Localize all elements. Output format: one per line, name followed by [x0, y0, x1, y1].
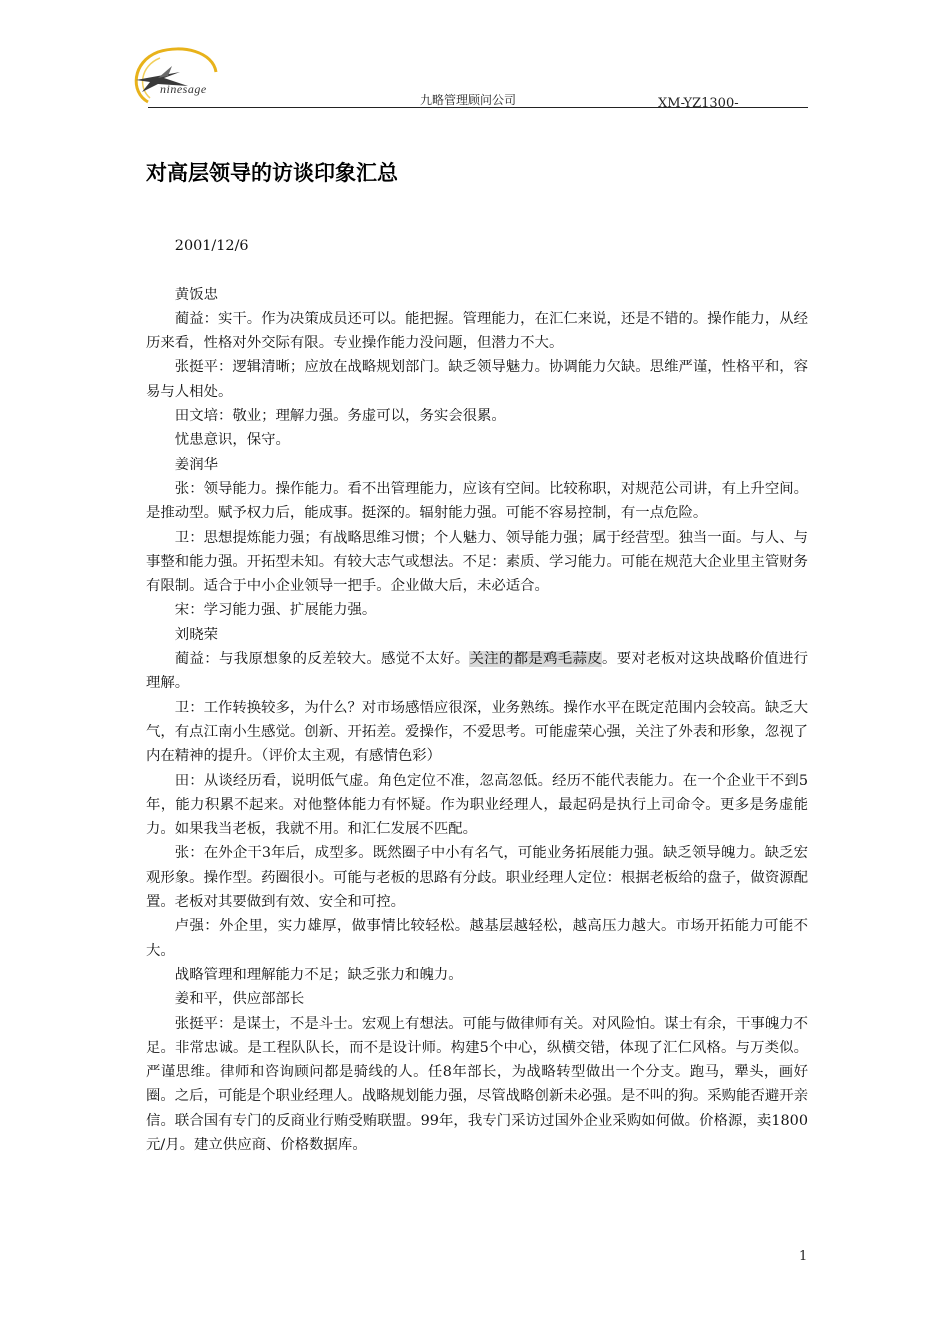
- paragraph: 宋：学习能力强、扩展能力强。: [174, 602, 377, 619]
- paragraph: 卫：思想提炼能力强；有战略思维习惯；个人魅力、领导能力强；属于经营型。独当一面。与人、与事整和能力强。开拓型未知。有较大志气或想法。不足：素质、学习能力。可能在规范大企业里主管财务有限制。适合于中小企业领导一把手。企业做大后，未必适合。: [146, 529, 808, 595]
- header-rule: [148, 107, 808, 108]
- paragraph: 张：领导能力。操作能力。看不出管理能力，应该有空间。比较称职，对规范公司讲，有上升空间。是推动型。赋予权力后，能成事。挺深的。辐射能力强。可能不容易控制，有一点危险。: [146, 480, 808, 522]
- paragraph: 战略管理和理解能力不足；缺乏张力和魄力。: [174, 966, 463, 983]
- paragraph-highlighted: [146, 647, 808, 696]
- paragraph: 刘晓荣: [174, 626, 218, 643]
- paragraph: 姜和平，供应部部长: [174, 991, 305, 1008]
- paragraph: 张：在外企干3年后，成型多。既然圈子中小有名气，可能业务拓展能力强。缺乏领导魄力。缺乏宏观形象。操作型。药圈很小。可能与老板的思路有分歧。职业经理人定位：根据老板给的盘子，做资源配置。老板对其要做到有效、安全和可控。: [146, 845, 808, 911]
- logo-wordmark: ninesage: [160, 82, 207, 96]
- paragraph: 黄饭忠: [174, 286, 218, 303]
- paragraph: 蔺益：实干。作为决策成员还可以。能把握。管理能力，在汇仁来说，还是不错的。操作能力，从经历来看，性格对外交际有限。专业操作能力没问题，但潜力不大。: [146, 310, 808, 352]
- document-title: 对高层领导的访谈印象汇总: [146, 161, 398, 185]
- document-date: 2001/12/6: [174, 238, 249, 254]
- paragraph: 姜润华: [174, 456, 218, 473]
- highlighted-text: 关注的都是鸡毛蒜皮: [469, 651, 603, 668]
- paragraph: 田：从谈经历看，说明低气虚。角色定位不准，忽高忽低。经历不能代表能力。在一个企业干不到5年，能力积累不起来。对他整体能力有怀疑。作为职业经理人，最起码是执行上司命令。更多是务虚能力。如果我当老板，我就不用。和汇仁发展不匹配。: [146, 772, 808, 838]
- paragraph: 忧患意识，保守。: [174, 432, 290, 449]
- text-run: 蔺益：与我原想象的反差较大。感觉不太好。: [174, 651, 470, 668]
- paragraph: 田文培：敬业；理解力强。务虚可以，务实会很累。: [174, 408, 506, 425]
- text-run: 。要对老板对这块战略价值进行理解。: [146, 651, 808, 692]
- paragraph: 张挺平：是谋士，不是斗士。宏观上有想法。可能与做律师有关。对风险怕。谋士有余，干事魄力不足。非常忠诚。是工程队队长，而不是设计师。构建5个中心，纵横交错，体现了汇仁风格。与万类似。严谨思维。律师和咨询顾问都是骑线的人。任8年部长，为战略转型做出一个分支。跑马，犟头，画好圈。之后，可能是个职业经理人。战略规划能力强，尽管战略创新未必强。是不叫的狗。采购能否避开亲信。联合国有专门的反商业行贿受贿联盟。99年，我专门采访过国外企业采购如何做。价格源，卖1800元/月。建立供应商、价格数据库。: [146, 1015, 808, 1153]
- paragraph: 卫：工作转换较多，为什么？对市场感悟应很深，业务熟练。操作水平在既定范围内会较高。缺乏大气，有点江南小生感觉。创新、开拓差。爱操作，不爱思考。可能虚荣心强，关注了外表和形象，忽视了内在精神的提升。（评价太主观，有感情色彩）: [146, 699, 808, 765]
- paragraph: 张挺平：逻辑清晰；应放在战略规划部门。缺乏领导魅力。协调能力欠缺。思维严谨，性格平和，容易与人相处。: [146, 359, 808, 400]
- logo-emblem-icon: [128, 42, 228, 114]
- document-body: [146, 234, 808, 1157]
- paragraph: 卢强：外企里，实力雄厚，做事情比较轻松。越基层越轻松，越高压力越大。市场开拓能力可能不大。: [146, 918, 808, 959]
- page-number: 1: [799, 1249, 808, 1264]
- header-document-code: XM-YZ1300-: [658, 96, 739, 107]
- header-company-name: 九略管理顾问公司: [420, 93, 517, 107]
